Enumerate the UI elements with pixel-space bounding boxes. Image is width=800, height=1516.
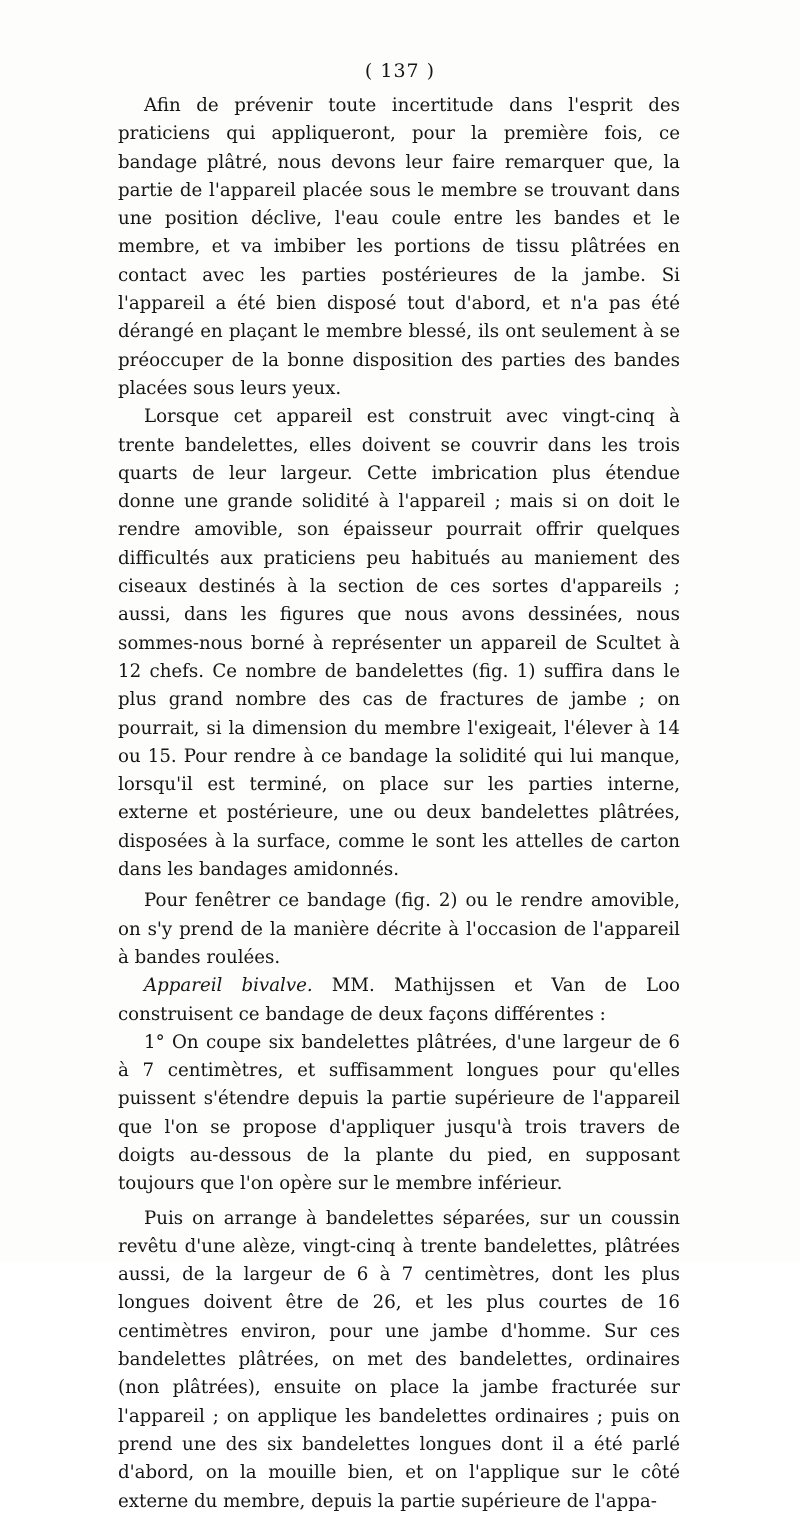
paragraph-1: Afin de prévenir toute incertitude dans l'esprit des praticiens qui appliqueront, pour la première fois, ce bandage plâtré, nous devons leur faire remarquer que, la partie de l'appareil placée sous le membre se trouvant dans une position déclive, l'eau coule entre les bandes et le membre, et va imbiber les portions de tissu plâtrées en contact avec les parties postérieures de la jambe. Si l'appareil a été bien disposé tout d'abord, et n'a pas été dérangé en plaçant le membre blessé, ils ont seulement à se préoccuper de la bonne disposition des parties des bandes placées sous leurs yeux. (118, 95, 680, 399)
page-number: ( 137 ) (364, 60, 436, 82)
paragraph-4-text: MM. Mathijssen et Van de Loo construisent ce bandage de deux façons différentes : (118, 975, 680, 1025)
paragraph-3: Pour fenêtrer ce bandage (fig. 2) ou le rendre amovible, on s'y prend de la manière décrite à l'occasion de l'appareil à bandes roulées. (118, 890, 680, 968)
paragraph-4 (118, 972, 680, 1029)
paragraph-5: 1° On coupe six bandelettes plâtrées, d'une largeur de 6 à 7 centimètres, et suffisamment longues pour qu'elles puissent s'étendre depuis la partie supérieure de l'appareil que l'on se propose d'appliquer jusqu'à trois travers de doigts au-dessous de la plante du pied, en supposant toujours que l'on opère sur le membre inférieur. (118, 1031, 680, 1195)
paragraph-6: Puis on arrange à bandelettes séparées, sur un coussin revêtu d'une alèze, vingt-cinq à trente bandelettes, plâtrées aussi, de la largeur de 6 à 7 centimètres, dont les plus longues doivent être de 26, et les plus courtes de 16 centimètres environ, pour une jambe d'homme. Sur ces bandelettes plâtrées, on met des bandelettes, ordinaires (non plâtrées), ensuite on place la jambe fracturée sur l'appareil ; on applique les bandelettes ordinaires ; puis on prend une des six bandelettes longues dont il a été parlé d'abord, on la mouille bien, et on l'applique sur le côté externe du membre, depuis la partie supérieure de l'appa- (118, 1207, 680, 1512)
page-text (118, 92, 680, 1516)
paragraph-2: Lorsque cet appareil est construit avec vingt-cinq à trente bandelettes, elles doivent se couvrir dans les trois quarts de leur largeur. Cette imbrication plus étendue donne une grande solidité à l'appareil ; mais si on doit le rendre amovible, son épaisseur pourrait offrir quelques difficultés aux praticiens peu habitués au maniement des ciseaux destinés à la section de ces sortes d'appareils ; aussi, dans les figures que nous avons dessinées, nous sommes-nous borné à représenter un appareil de Scultet à 12 chefs. Ce nombre de bandelettes (fig. 1) suffira dans le plus grand nombre des cas de fractures de jambe ; on pourrait, si la dimension du membre l'exigeait, l'élever à 14 ou 15. Pour rendre à ce bandage la solidité qui lui manque, lorsqu'il est terminé, on place sur les parties interne, externe et postérieure, une ou deux bandelettes plâtrées, disposées à la surface, comme le sont les attelles de carton dans les bandages amidonnés. (118, 406, 680, 881)
section-heading: Appareil bivalve. (144, 975, 313, 997)
